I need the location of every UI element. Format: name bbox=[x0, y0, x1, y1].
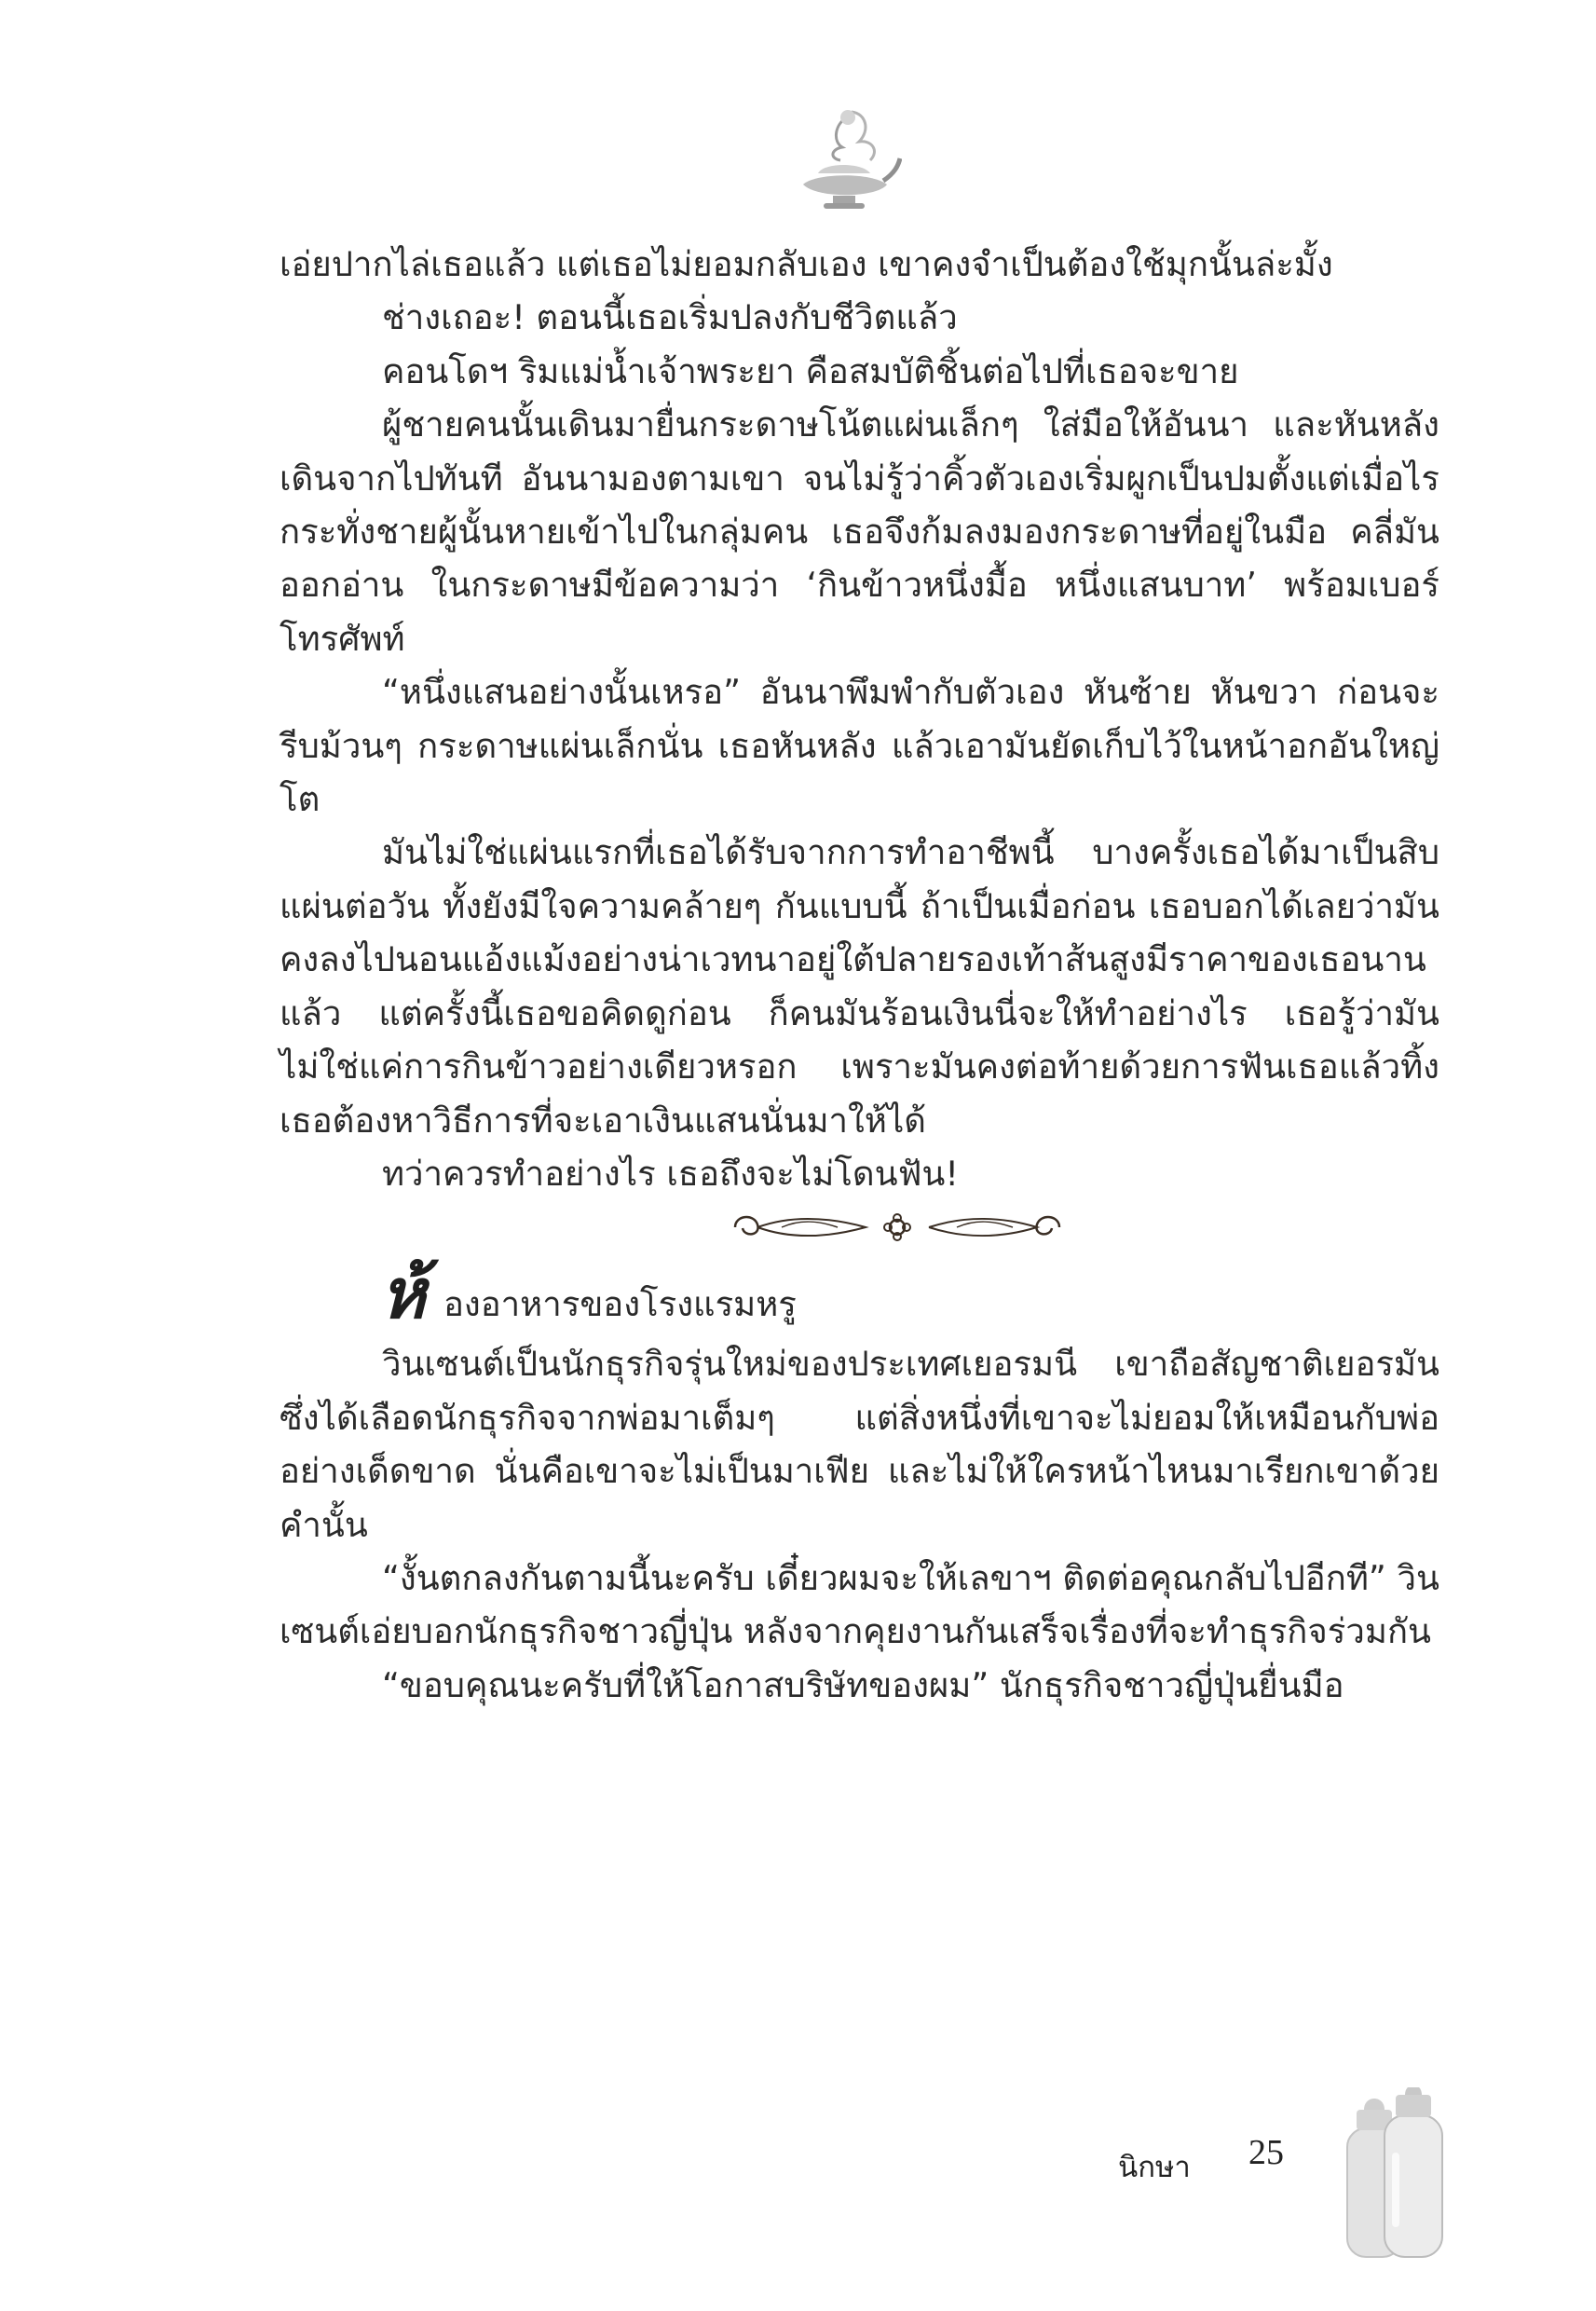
baby-bottles-icon bbox=[1340, 2087, 1450, 2264]
genie-lamp-icon bbox=[786, 101, 902, 216]
paragraph: คอนโดฯ ริมแม่น้ำเจ้าพระยา คือสมบัติชิ้นต่อไปที่เธอจะขาย bbox=[382, 350, 1239, 391]
section-divider bbox=[280, 1200, 1439, 1253]
paragraph: ช่างเถอะ! ตอนนี้เธอเริ่มปลงกับชีวิตแล้ว bbox=[382, 297, 958, 338]
paragraph: ทว่าควรทำอย่างไร เธอถึงจะไม่โดนฟัน! bbox=[382, 1153, 960, 1194]
paragraph: “หนึ่งแสนอย่างนั้นเหรอ” อันนาพึมพำกับตัวเอง หันซ้าย หันขวา ก่อนจะรีบม้วนๆ กระดาษแผ่นเล็กนั่น เธอหันหลัง แล้วเอามันยัดเก็บไว้ในหน้าอกอันใหญ่โต bbox=[280, 672, 1439, 820]
page-number: 25 bbox=[1248, 2133, 1284, 2172]
section-opening bbox=[280, 1254, 1439, 1337]
paragraph: “ขอบคุณนะครับที่ให้โอกาสบริษัทของผม” นักธุรกิจชาวญี่ปุ่นยื่นมือ bbox=[382, 1664, 1344, 1705]
paragraph: “งั้นตกลงกันตามนี้นะครับ เดี๋ยวผมจะให้เลขาฯ ติดต่อคุณกลับไปอีกที” วินเซนต์เอ่ยบอกนักธุรกิจชาวญี่ปุ่น หลังจากคุยงานกันเสร็จเรื่องที่จะทำธุรกิจร่วมกัน bbox=[280, 1557, 1439, 1652]
drop-cap: ห้ bbox=[380, 1254, 426, 1335]
footer-author: นิกษา bbox=[1118, 2151, 1191, 2184]
paragraph: วินเซนต์เป็นนักธุรกิจรุ่นใหม่ของประเทศเยอรมนี เขาถือสัญชาติเยอรมัน ซึ่งได้เลือดนักธุรกิจจากพ่อมาเต็มๆ แต่สิ่งหนึ่งที่เขาจะไม่ยอมให้เหมือนกับพ่ออย่างเด็ดขาด นั่นคือเขาจะไม่เป็นมาเฟีย และไม่ให้ใครหน้าไหนมาเรียกเขาด้วยคำนั้น bbox=[280, 1344, 1439, 1545]
section-lead-text: องอาหารของโรงแรมหรู bbox=[443, 1284, 797, 1325]
paragraph: มันไม่ใช่แผ่นแรกที่เธอได้รับจากการทำอาชีพนี้ บางครั้งเธอได้มาเป็นสิบแผ่นต่อวัน ทั้งยังมีใจความคล้ายๆ กันแบบนี้ ถ้าเป็นเมื่อก่อน เธอบอกได้เลยว่ามันคงลงไปนอนแอ้งแม้งอย่างน่าเวทนาอยู่ใต้ปลายรองเท้าส้นสูงมีราคาของเธอนานแล้ว แต่ครั้งนี้เธอขอคิดดูก่อน ก็คนมันร้อนเงินนี่จะให้ทำอย่างไร เธอรู้ว่ามันไม่ใช่แค่การกินข้าวอย่างเดียวหรอก เพราะมันคงต่อท้ายด้วยการฟันเธอแล้วทิ้ง เธอต้องหาวิธีการที่จะเอาเงินแสนนั่นมาให้ได้ bbox=[280, 832, 1439, 1141]
paragraph: ผู้ชายคนนั้นเดินมายื่นกระดาษโน้ตแผ่นเล็กๆ ใส่มือให้อันนา และหันหลังเดินจากไปทันที อันนามองตามเขา จนไม่รู้ว่าคิ้วตัวเองเริ่มผูกเป็นปมตั้งแต่เมื่อไร กระทั่งชายผู้นั้นหายเข้าไปในกลุ่มคน เธอจึงก้มลงมองกระดาษที่อยู่ในมือ คลี่มันออกอ่าน ในกระดาษมีข้อความว่า ‘กินข้าวหนึ่งมื้อ หนึ่งแสนบาท’ พร้อมเบอร์โทรศัพท์ bbox=[280, 404, 1439, 659]
page-body bbox=[280, 238, 1439, 1712]
flourish-divider-icon bbox=[726, 1208, 1069, 1247]
paragraph: เอ่ยปากไล่เธอแล้ว แต่เธอไม่ยอมกลับเอง เขาคงจำเป็นต้องใช้มุกนั้นล่ะมั้ง bbox=[280, 244, 1333, 284]
